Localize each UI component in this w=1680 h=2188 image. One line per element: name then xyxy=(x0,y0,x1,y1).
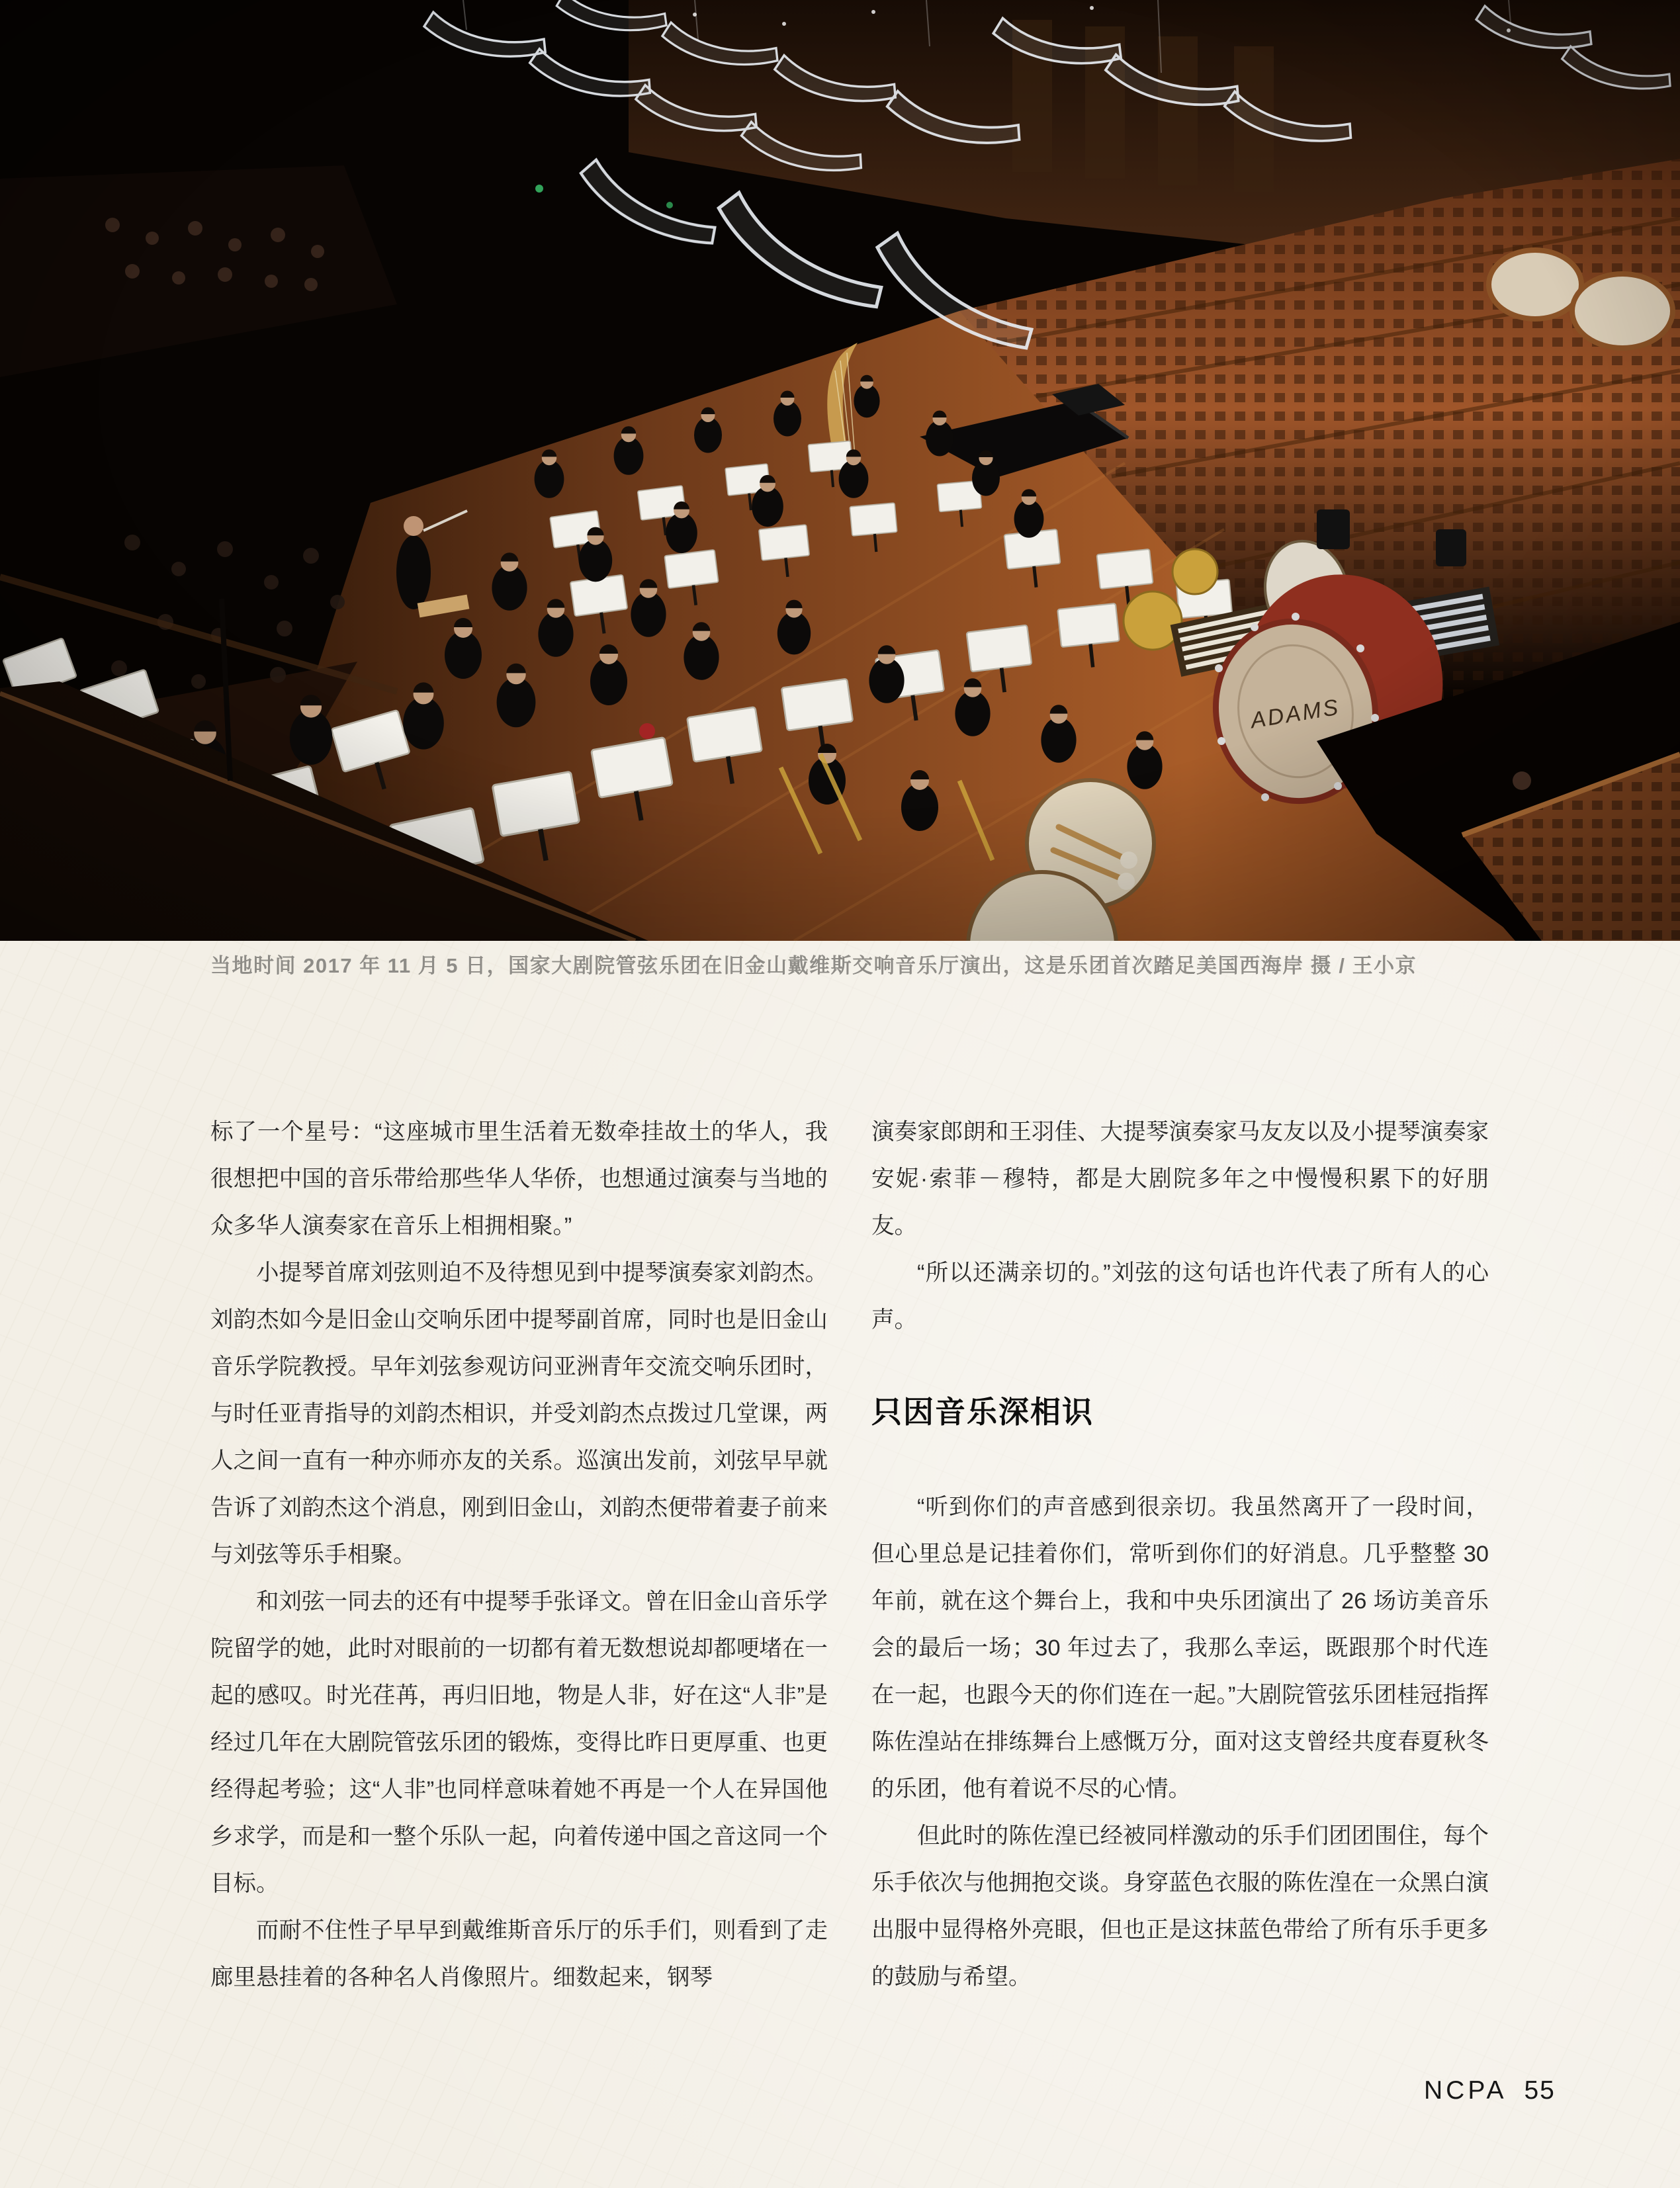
paragraph: “听到你们的声音感到很亲切。我虽然离开了一段时间，但心里总是记挂着你们，常听到你们的好消息。几乎整整 30 年前，就在这个舞台上，我和中央乐团演出了 26 场访美音乐会的最后一场；30 年过去了，我那么幸运，既跟那个时代连在一起，也跟今天的你们连在一起。”大剧院管弦乐团桂冠指挥陈佐湟站在排练舞台上感慨万分，面对这支曾经共度春夏秋冬的乐团，他有着说不尽的心情。 xyxy=(871,1495,1489,1802)
orchestra-photo-art xyxy=(0,0,1680,941)
article-right-column xyxy=(871,1109,1489,2001)
photo-caption: 当地时间 2017 年 11 月 5 日，国家大剧院管弦乐团在旧金山戴维斯交响音乐厅演出，这是乐团首次踏足美国西海岸 摄 / 王小京 xyxy=(210,954,1417,977)
paragraph: 小提琴首席刘弦则迫不及待想见到中提琴演奏家刘韵杰。刘韵杰如今是旧金山交响乐团中提琴副首席，同时也是旧金山音乐学院教授。早年刘弦参观访问亚洲青年交流交响乐团时，与时任亚青指导的刘韵杰相识，并受刘韵杰点拨过几堂课，两人之间一直有一种亦师亦友的关系。巡演出发前，刘弦早早就告诉了刘韵杰这个消息，刚到旧金山，刘韵杰便带着妻子前来与刘弦等乐手相聚。 xyxy=(210,1260,828,1567)
paragraph: 但此时的陈佐湟已经被同样激动的乐手们团团围住，每个乐手依次与他拥抱交谈。身穿蓝色衣服的陈佐湟在一众黑白演出服中显得格外亮眼，但也正是这抹蓝色带给了所有乐手更多的鼓励与希望。 xyxy=(871,1823,1489,1990)
section-heading: 只因音乐深相识 xyxy=(871,1395,1094,1429)
orchestra-photo xyxy=(0,0,1680,941)
page-number: 55 xyxy=(1524,2076,1556,2105)
paragraph: 而耐不住性子早早到戴维斯音乐厅的乐手们，则看到了走廊里悬挂着的各种名人肖像照片。细数起来，钢琴 xyxy=(210,1918,828,1990)
page-footer xyxy=(1424,2076,1556,2105)
article-left-column xyxy=(210,1109,828,2001)
paragraph: “所以还满亲切的。”刘弦的这句话也许代表了所有人的心声。 xyxy=(871,1260,1489,1333)
paragraph: 演奏家郎朗和王羽佳、大提琴演奏家马友友以及小提琴演奏家安妮·索菲－穆特，都是大剧院多年之中慢慢积累下的好朋友。 xyxy=(871,1119,1489,1239)
paragraph: 标了一个星号：“这座城市里生活着无数牵挂故土的华人，我很想把中国的音乐带给那些华人华侨，也想通过演奏与当地的众多华人演奏家在音乐上相拥相聚。” xyxy=(210,1119,828,1239)
paragraph: 和刘弦一同去的还有中提琴手张译文。曾在旧金山音乐学院留学的她，此时对眼前的一切都有着无数想说却都哽堵在一起的感叹。时光荏苒，再归旧地，物是人非，好在这“人非”是经过几年在大剧院管弦乐团的锻炼，变得比昨日更厚重、也更经得起考验；这“人非”也同样意味着她不再是一个人在异国他乡求学，而是和一整个乐队一起，向着传递中国之音这同一个目标。 xyxy=(210,1589,828,1896)
magazine-brand: NCPA xyxy=(1424,2076,1507,2105)
photo-vignette xyxy=(0,0,1680,941)
